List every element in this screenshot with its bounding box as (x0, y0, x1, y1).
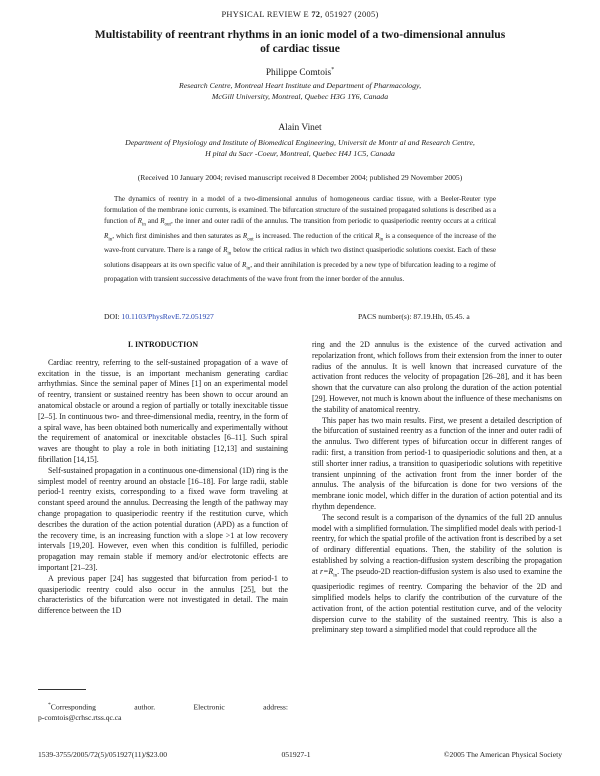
footer-page-number: 051927-1 (281, 750, 311, 759)
author-1-footnote-mark[interactable]: * (331, 67, 335, 73)
journal-header: PHYSICAL REVIEW E 72, 051927 (2005) (221, 10, 379, 19)
abstract: The dynamics of reentry in a model of a two-dimensional annulus of homogeneous cardiac tissue, with a Beeler-Reuter type formulation of the membrane ionic currents, is examined. The bifurcation structure of the sustained propagated solutions is described as a function of $R_{in}$ and $R_{out}$, the inner and outer radii of the annulus. The transition from periodic to quasiperiodic reentry occurs at a critical $R_{in}$, which first diminishes and then saturates as $R_{out}$ is increased. The reduction of the critical $R_{in}$ is a consequence of the increase of the wave-front curvature. There is a range of $R_{in}$ below the critical radius in which two distinct quasiperiodic solutions coexist. Each of these solutions disappears at its own specific value of $R_{in}$, and their annihilation is preceded by a new type of bifurcation leading to a regime of propagation with transient successive detachments of the wave front from the inner border of the annulus. (104, 195, 496, 284)
footnote-email[interactable]: p-comtois@crhsc.rtss.qc.ca (38, 713, 122, 723)
doi-line: DOI: 10.1103/PhysRevE.72.051927 (104, 312, 214, 321)
intro-paragraph-1: Cardiac reentry, referring to the self-sustained propagation of a wave of excitation in the tissue, is an important mechanism generating cardiac arrhythmias. Since the seminal paper of Mines [1] on an experimental model of reentry, transient or sustained reentry has been shown to occur around an anatomical obstacle or around a region of partially or totally inexcitable tissue [2–5]. In continuous two- and three-dimensional media, reentry, in the form of a spiral wave, has been obtained both numerically and experimentally without the requirement of anatomical or inexcitable obstacles [6–11]. Such spiral waves are thought to play a role in both initiating [12,13] and sustaining fibrillation [14,15]. (38, 357, 288, 464)
right-paragraph-2: This paper has two main results. First, we present a detailed description of the bifurcation of sustained reentry as a function of the inner and outer radii of the annulus. Two different types of bifurcation occur in different ranges of radii: first, a transition from period-1 to quasiperiodic solutions and then, at a still shorter inner radius, a transition to quasiperiodic solutions with repetitive transient unpinning of the activation front from the inner border of the annulus. The analysis of the bifurcation is done for two versions of the membrane ionic model, which differ in the duration of action potential and its rhythm dependence. (312, 415, 562, 511)
journal-volume: 72 (311, 10, 321, 19)
right-column (312, 340, 562, 636)
author-1 (0, 67, 600, 78)
paper-title: Multistability of reentrant rhythms in an ionic model of a two-dimensional annulus of cardiac tissue (94, 28, 506, 55)
footnote: *Corresponding author. Electronic address: p-comtois@crhsc.rtss.qc.ca (38, 702, 288, 723)
intro-paragraph-2: Self-sustained propagation in a continuous one-dimensional (1D) ring is the simplest model of reentry around an obstacle [16–18]. For large radii, stable period-1 reentry exists, corresponding to a fixed wave form traveling at constant speed around the annulus. Decreasing the length of the pathway may change propagation to quasiperiodic reentry if the restitution curve, which describes the duration of the action potential duration (APD) as a function of the recovery time, is an increasing function with a slope >1 at low recovery intervals [19,20]. However, even when this condition is fulfilled, periodic propagation may remain stable if memory and/or electrotonic effects are important [21–23]. (38, 465, 288, 572)
right-paragraph-3: The second result is a comparison of the dynamics of the full 2D annulus model with a simplified formulation. The simplified model deals with period-1 reentry, for which the spatial profile of the activation front is described by a set of ordinary differential equations. Then, the stability of the solution is established by solving a reaction-diffusion system describing the propagation at $r=R_{in}$. The pseudo-2D reaction-diffusion system is also used to examine the quasiperiodic regimes of reentry. Comparing the behavior of the 2D and simplified models helps to clarify the contribution of the curvature of the activation front, of the action potential restitution curve, and of the velocity dispersion curve to the stability of the sustained reentry. This is also a preliminary step toward a simplified model that could reproduce all the (312, 512, 563, 635)
section-heading-introduction: I. INTRODUCTION (127, 340, 199, 349)
intro-paragraph-3: A previous paper [24] has suggested that bifurcation from period-1 to quasiperiodic reentry could also occur in the annulus [25], but the characteristics of the bifurcation were not investigated in detail. The main difference between the 1D (38, 573, 288, 616)
footer-copyright: ©2005 The American Physical Society (443, 750, 562, 759)
author-2-affiliation: Department of Physiology and Institute of Biomedical Engineering, Universit de Montr al and Research Centre, H pital du Sacr -Coeur, Montreal, Quebec H4J 1C5, Canada (125, 138, 475, 158)
doi-link[interactable]: 10.1103/PhysRevE.72.051927 (121, 312, 214, 321)
right-paragraph-1: ring and the 2D annulus is the existence of the curved activation and repolarization front, which follows from their extension from the inner to outer radius of the annulus. It is well known that increased curvature of the activation front reduces the velocity of propagation [26–28], and it has been shown that the curvature can also prolong the duration of the action potential [29]. However, not much is known about the influence of these mechanisms on the stability of anatomical reentry. (312, 340, 562, 414)
author-2-name: Alain Vinet (278, 123, 322, 133)
author-1-name: Philippe Comtois (265, 68, 332, 79)
footer-issn: 1539-3755/2005/72(5)/051927(11)/$23.00 (38, 750, 168, 759)
received-dates: (Received 10 January 2004; revised manuscript received 8 December 2004; published 29 November 2005) (137, 173, 463, 182)
author-2 (0, 123, 600, 133)
author-1-affiliation: Research Centre, Montreal Heart Institute and Department of Pharmacology, McGill University, Montreal, Quebec H3G 1Y6, Canada (178, 81, 422, 101)
journal-citation: , 051927 (2005) (320, 10, 379, 19)
footnote-rule (38, 689, 86, 690)
left-column (38, 340, 288, 617)
pacs-numbers: PACS number(s): 87.19.Hh, 05.45. a (358, 312, 470, 321)
